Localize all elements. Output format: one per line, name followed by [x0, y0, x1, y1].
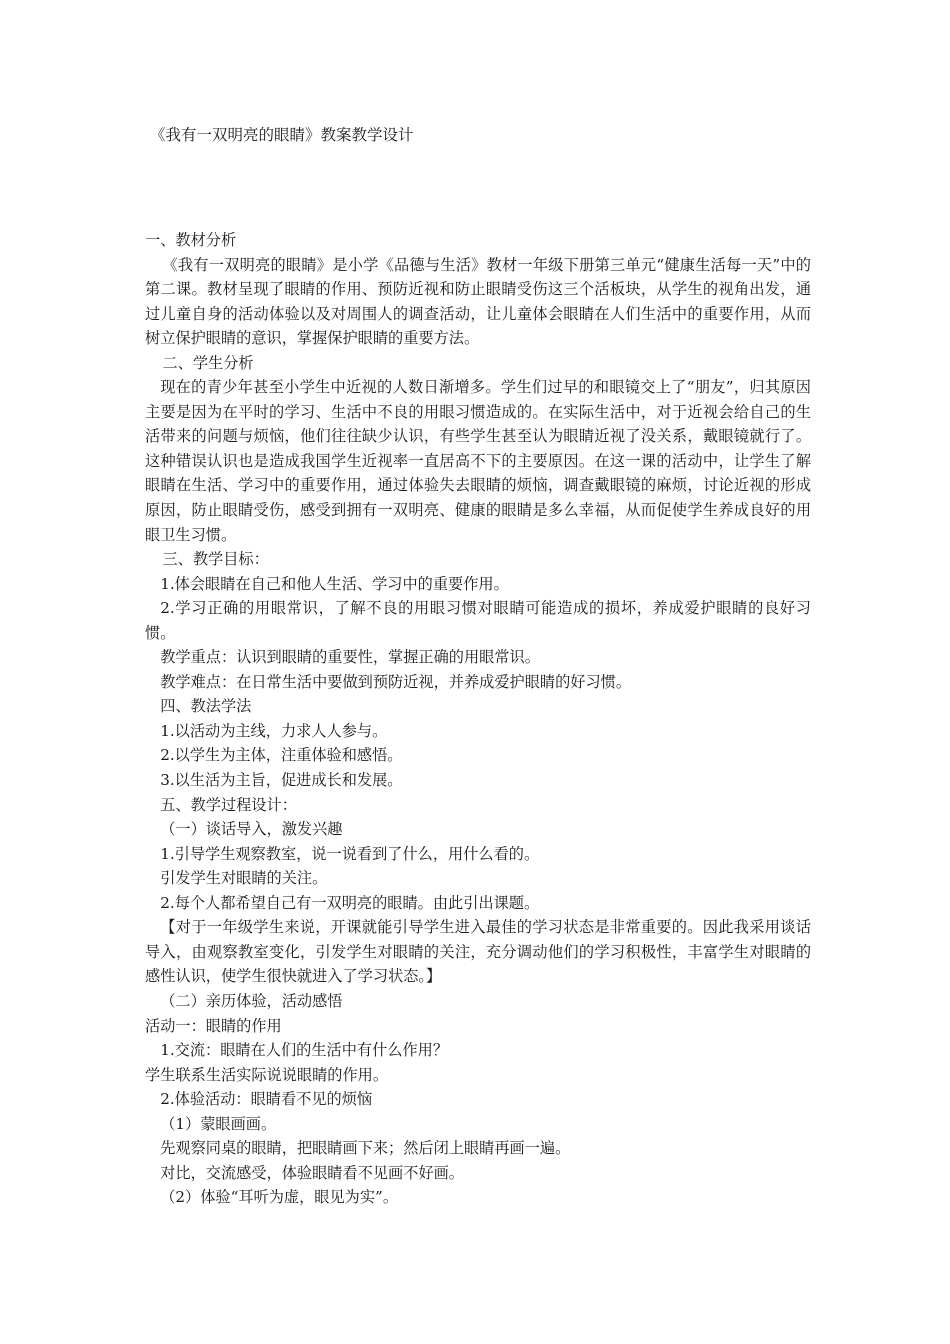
list-item: 3.以生活为主旨，促进成长和发展。	[160, 771, 403, 790]
paragraph: 对比，交流感受，体验眼睛看不见画不好画。	[160, 1163, 464, 1182]
list-item: 1.体会眼睛在自己和他人生活、学习中的重要作用。	[160, 574, 509, 593]
paragraph: 教学重点：认识到眼睛的重要性，掌握正确的用眼常识。	[160, 648, 540, 667]
document-title: 《我有一双明亮的眼睛》教案教学设计	[150, 126, 414, 144]
subsection-heading: （一）谈话导入，激发兴趣	[160, 820, 343, 839]
subsection-heading: （二）亲历体验，活动感悟	[160, 991, 343, 1010]
design-note: 【对于一年级学生来说，开课就能引导学生进入最佳的学习状态是非常重要的。因此我采用谈话导入，由观察教室变化，引发学生对眼睛的关注，充分调动他们的学习积极性，丰富学生对眼睛的感性认识，使学生很快就进入了学习状态。】	[145, 918, 811, 986]
list-item: 2.每个人都希望自己有一双明亮的眼睛。由此引出课题。	[160, 893, 540, 912]
section-heading: 五、教学过程设计：	[160, 795, 297, 814]
section-heading: 二、学生分析	[162, 353, 254, 372]
list-item: （1）蒙眼画画。	[160, 1114, 277, 1133]
section-heading: 一、教材分析	[145, 231, 237, 249]
list-item: 2.以学生为主体，注重体验和感悟。	[160, 746, 403, 765]
paragraph: 学生联系生活实际说说眼睛的作用。	[145, 1065, 388, 1084]
document-body	[145, 228, 811, 1210]
list-item: 1.引导学生观察教室，说一说看到了什么，用什么看的。	[160, 844, 540, 863]
list-item: （2）体验“耳听为虚，眼见为实”。	[160, 1188, 399, 1207]
activity-heading: 活动一：眼睛的作用	[145, 1016, 282, 1035]
paragraph: 《我有一双明亮的眼睛》是小学《品德与生活》教材一年级下册第三单元“健康生活每一天”中的第二课。教材呈现了眼睛的作用、预防近视和防止眼睛受伤这三个活板块，从学生的视角出发，通过儿童自身的活动体验以及对周围人的调查活动，让儿童体会眼睛在人们生活中的重要作用，从而树立保护眼睛的意识，掌握保护眼睛的重要方法。	[145, 255, 811, 348]
paragraph: 教学难点：在日常生活中要做到预防近视，并养成爱护眼睛的好习惯。	[160, 672, 631, 691]
list-item: 1.以活动为主线，力求人人参与。	[160, 721, 388, 740]
section-heading: 三、教学目标：	[162, 550, 269, 569]
paragraph: 先观察同桌的眼睛，把眼睛画下来；然后闭上眼睛再画一遍。	[160, 1139, 571, 1158]
paragraph: 现在的青少年甚至小学生中近视的人数日渐增多。学生们过早的和眼镜交上了“朋友”，归其原因主要是因为在平时的学习、生活中不良的用眼习惯造成的。在实际生活中，对于近视会给自己的生活带来的问题与烦恼，他们往往缺少认识，有些学生甚至认为眼睛近视了没关系，戴眼镜就行了。这种错误认识也是造成我国学生近视率一直居高不下的主要原因。在这一课的活动中，让学生了解眼睛在生活、学习中的重要作用，通过体验失去眼睛的烦恼，调查戴眼镜的麻烦，讨论近视的形成原因，防止眼睛受伤，感受到拥有一双明亮、健康的眼睛是多么幸福，从而促使学生养成良好的用眼卫生习惯。	[145, 378, 811, 544]
list-item: 1.交流：眼睛在人们的生活中有什么作用？	[160, 1041, 449, 1060]
list-item: 2.体验活动：眼睛看不见的烦恼	[160, 1090, 373, 1109]
list-item: 2.学习正确的用眼常识，了解不良的用眼习惯对眼睛可能造成的损坏，养成爱护眼睛的良好习惯。	[145, 599, 811, 642]
paragraph: 引发学生对眼睛的关注。	[160, 869, 328, 888]
section-heading: 四、教法学法	[160, 697, 252, 716]
